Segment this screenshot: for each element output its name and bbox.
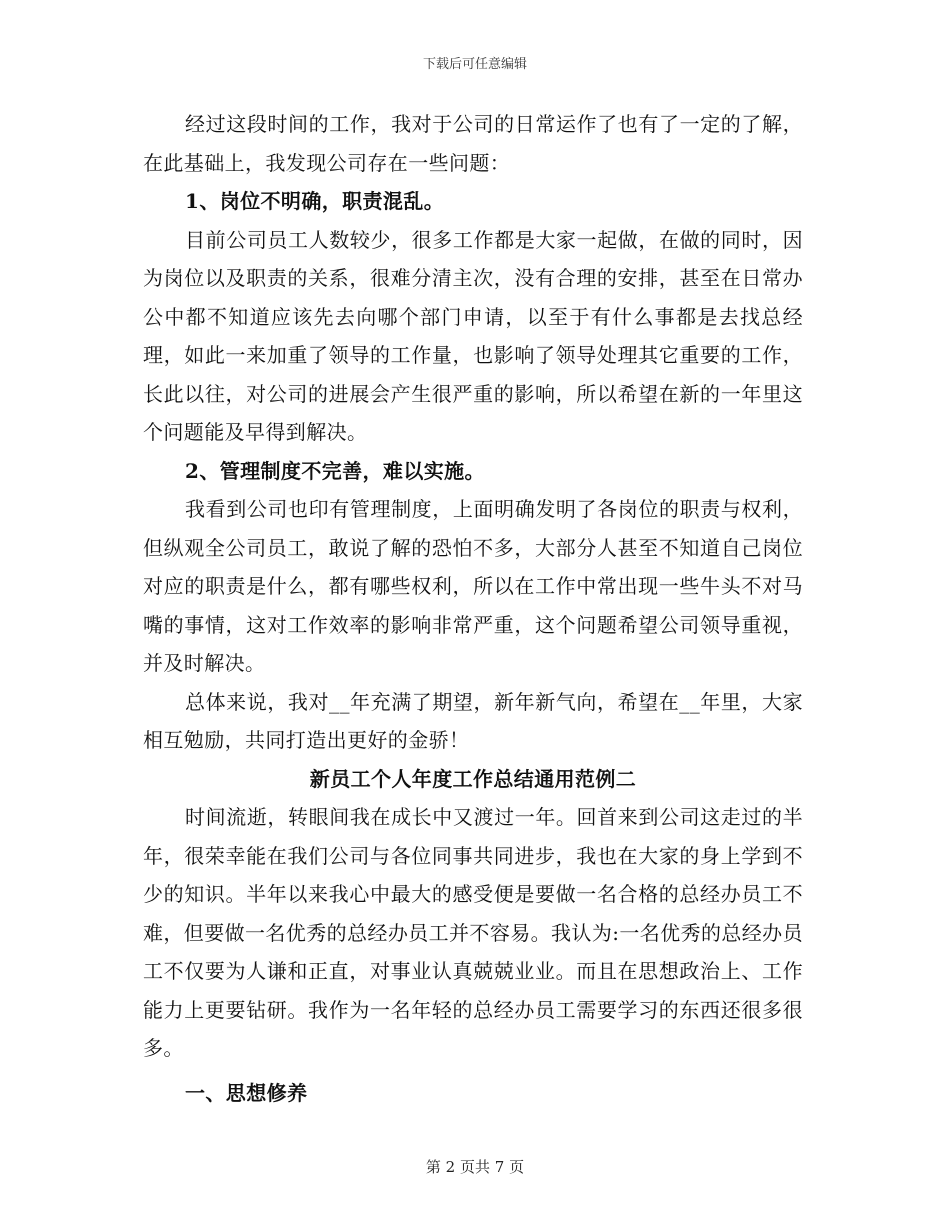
heading-issue-2: 2、管理制度不完善，难以实施。 xyxy=(185,458,485,483)
heading-ideology: 一、思想修养 xyxy=(185,1080,308,1105)
page-header: 下载后可任意编辑 xyxy=(422,57,527,72)
page-footer: 第 2 页共 7 页 xyxy=(425,1158,525,1176)
paragraph-conclusion: 总体来说，我对__年充满了期望，新年新气向，希望在__年里，大家相互勉励，共同打造出更好的金骄！ xyxy=(143,689,803,752)
document-body xyxy=(143,105,803,1112)
heading-issue-1: 1、岗位不明确，职责混乱。 xyxy=(185,189,445,213)
paragraph-issue-1: 目前公司员工人数较少，很多工作都是大家一起做，在做的同时，因为岗位以及职责的关系，很难分清主次，没有合理的安排，甚至在日常办公中都不知道应该先去向哪个部门申请，以至于有什么事都是去找总经理，如此一来加重了领导的工作量，也影响了领导处理其它重要的工作，长此以往，对公司的进展会产生很严重的影响，所以希望在新的一年里这个问题能及早得到解决。 xyxy=(143,227,803,444)
paragraph-intro: 经过这段时间的工作，我对于公司的日常运作了也有了一定的了解，在此基础上，我发现公司存在一些问题： xyxy=(143,112,803,175)
paragraph-issue-2: 我看到公司也印有管理制度，上面明确发明了各岗位的职责与权利，但纵观全公司员工，敢说了解的恐怕不多，大部分人甚至不知道自己岗位对应的职责是什么，都有哪些权利，所以在工作中常出现一些牛头不对马嘴的事情，这对工作效率的影响非常严重，这个问题希望公司领导重视，并及时解决。 xyxy=(143,497,803,675)
section-title: 新员工个人年度工作总结通用范例二 xyxy=(309,766,637,791)
paragraph-section-intro: 时间流逝，转眼间我在成长中又渡过一年。回首来到公司这走过的半年，很荣幸能在我们公司与各位同事共同进步，我也在大家的身上学到不少的知识。半年以来我心中最大的感受便是要做一名合格的总经办员工不难，但要做一名优秀的总经办员工并不容易。我认为:一名优秀的总经办员工不仅要为人谦和正直，对事业认真兢兢业业。而且在思想政治上、工作能力上更要钻研。我作为一名年轻的总经办员工需要学习的东西还很多很多。 xyxy=(143,805,803,1060)
